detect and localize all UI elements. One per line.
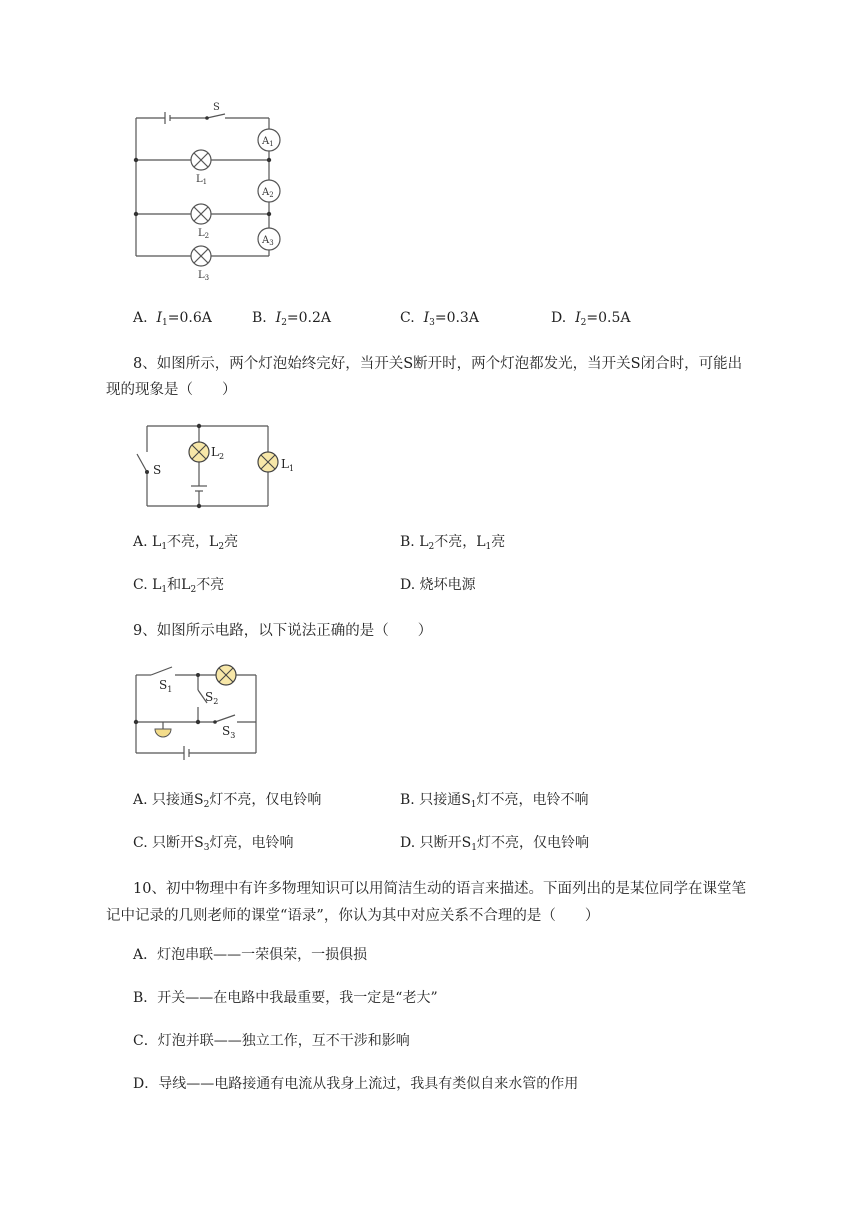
q7-ammeter-a1: $A_1$ xyxy=(262,136,274,148)
q7-lamp-l2: $L_2$ xyxy=(198,228,210,240)
q7-option-c[interactable]: C. $I_3=0.3A$ xyxy=(400,310,479,328)
q7-lamp-l1: $L_1$ xyxy=(196,174,208,186)
q9-circuit-diagram xyxy=(125,655,265,760)
q7-circuit-diagram xyxy=(125,98,295,290)
q9-stem: 9、如图所示电路，以下说法正确的是（ ） xyxy=(133,623,433,639)
q8-option-d[interactable]: D. 烧坏电源 xyxy=(400,577,476,593)
q10-option-b[interactable]: B．开关——在电路中我最重要，我一定是“老大” xyxy=(133,990,438,1006)
q9-option-a[interactable]: A. 只接通$S_2$灯不亮，仅电铃响 xyxy=(133,792,322,810)
q7-ammeter-a3: $A_3$ xyxy=(262,235,274,247)
q10-option-c[interactable]: C．灯泡并联——独立工作，互不干涉和影响 xyxy=(133,1033,410,1049)
q9-switch-s1-label: $S_1$ xyxy=(159,678,173,694)
q7-option-b[interactable]: B. $I_2=0.2A$ xyxy=(252,310,332,328)
q7-ammeter-a2: $A_2$ xyxy=(262,187,274,199)
q10-option-d[interactable]: D．导线——电路接通有电流从我身上流过，我具有类似自来水管的作用 xyxy=(133,1076,579,1092)
q7-switch-label: S xyxy=(213,102,220,113)
q10-stem-line2: 记中记录的几则老师的课堂“语录”，你认为其中对应关系不合理的是（ ） xyxy=(106,908,600,924)
q8-lamp-l2-label: $L_2$ xyxy=(211,445,225,461)
q9-option-d[interactable]: D. 只断开$S_1$灯不亮，仅电铃响 xyxy=(400,835,589,853)
q10-stem-line1: 10、初中物理中有许多物理知识可以用简洁生动的语言来描述。下面列出的是某位同学在课堂笔 xyxy=(133,881,746,897)
q9-option-c[interactable]: C. 只断开$S_3$灯亮，电铃响 xyxy=(133,835,294,853)
q8-stem-line2: 现的现象是（ ） xyxy=(106,382,237,398)
q9-option-b[interactable]: B. 只接通$S_1$灯不亮，电铃不响 xyxy=(400,792,589,810)
q8-option-b[interactable]: B. $L_2$不亮，$L_1$亮 xyxy=(400,534,506,552)
q9-switch-s2-label: $S_2$ xyxy=(205,690,219,706)
q10-option-a[interactable]: A．灯泡串联——一荣俱荣，一损俱损 xyxy=(133,947,368,963)
q8-switch-label: S xyxy=(153,463,162,477)
q7-option-a[interactable]: A. $I_1=0.6A$ xyxy=(133,310,212,328)
q8-option-a[interactable]: A. $L_1$不亮，$L_2$亮 xyxy=(133,534,239,552)
q9-switch-s3-label: $S_3$ xyxy=(222,724,236,740)
q7-option-d[interactable]: D. $I_2=0.5A$ xyxy=(551,310,631,328)
q8-circuit-diagram xyxy=(125,418,295,513)
q7-lamp-l3: $L_3$ xyxy=(198,270,210,282)
q8-lamp-l1-label: $L_1$ xyxy=(281,457,295,473)
q8-option-c[interactable]: C. $L_1$和$L_2$不亮 xyxy=(133,577,225,595)
q8-stem-line1: 8、如图所示，两个灯泡始终完好，当开关S断开时，两个灯泡都发光，当开关S闭合时，可能出 xyxy=(133,356,743,372)
